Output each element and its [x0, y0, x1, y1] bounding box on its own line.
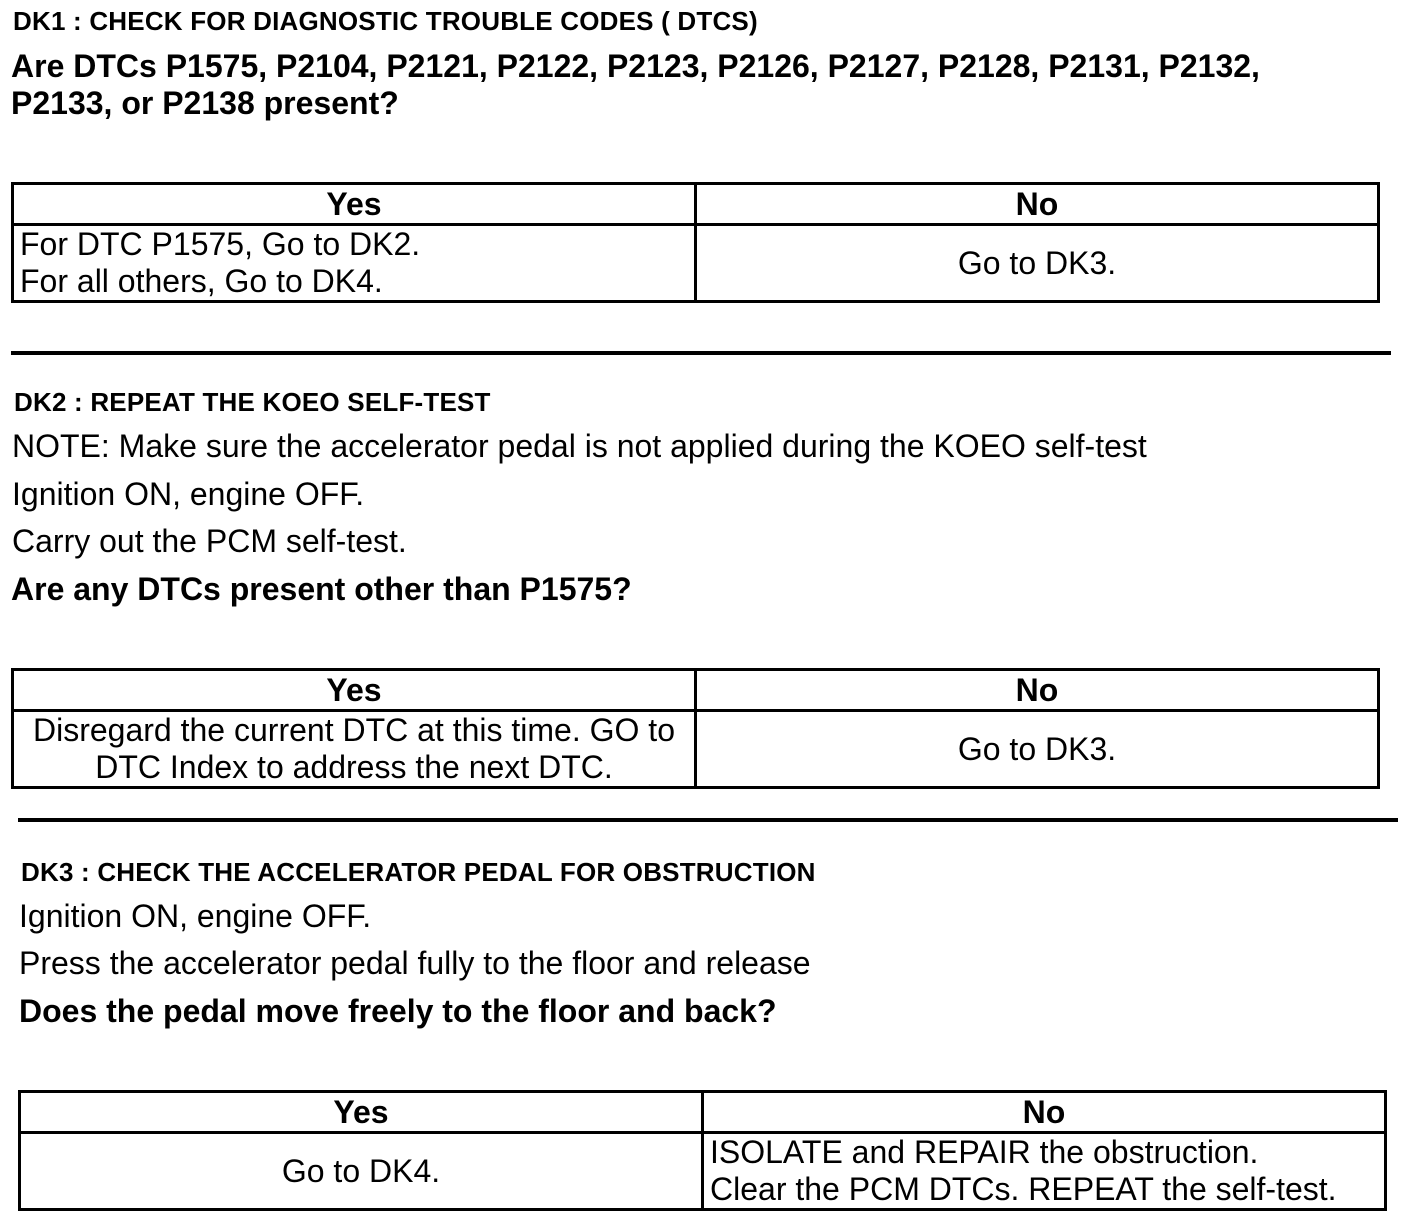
dk2-heading: DK2 : REPEAT THE KOEO SELF-TEST	[14, 387, 491, 417]
dk2-yes-line2: DTC Index to address the next DTC.	[95, 749, 613, 785]
dk2-note: NOTE: Make sure the accelerator pedal is not applied during the KOEO self-test	[12, 428, 1147, 464]
dk1-table	[11, 182, 1380, 303]
dk3-table	[18, 1090, 1387, 1211]
section-divider-2	[18, 818, 1398, 822]
dk2-step2: Carry out the PCM self-test.	[12, 523, 407, 559]
dk2-no-header: No	[696, 670, 1379, 711]
dk1-yes-cell	[13, 225, 696, 302]
dk3-yes-cell: Go to DK4.	[20, 1133, 703, 1210]
dk1-no-cell: Go to DK3.	[696, 225, 1379, 302]
dk3-no-line1: ISOLATE and REPAIR the obstruction.	[710, 1134, 1259, 1170]
dk3-yes-header: Yes	[20, 1092, 703, 1133]
dk1-question-line2: P2133, or P2138 present?	[11, 85, 399, 121]
dk1-question-line1: Are DTCs P1575, P2104, P2121, P2122, P2123, P2126, P2127, P2128, P2131, P2132,	[11, 48, 1260, 84]
dk3-step2: Press the accelerator pedal fully to the floor and release	[19, 945, 811, 981]
dk2-question: Are any DTCs present other than P1575?	[11, 571, 632, 607]
dk1-yes-line2: For all others, Go to DK4.	[20, 263, 383, 299]
dk3-no-cell	[703, 1133, 1386, 1210]
dk3-heading: DK3 : CHECK THE ACCELERATOR PEDAL FOR OBSTRUCTION	[21, 857, 816, 887]
dk1-no-header: No	[696, 184, 1379, 225]
dk2-no-cell: Go to DK3.	[696, 711, 1379, 788]
section-divider-1	[11, 351, 1391, 355]
dk2-yes-header: Yes	[13, 670, 696, 711]
dk1-heading: DK1 : CHECK FOR DIAGNOSTIC TROUBLE CODES ( DTCS)	[13, 6, 758, 36]
dk1-yes-line1: For DTC P1575, Go to DK2.	[20, 226, 421, 262]
dk1-yes-header: Yes	[13, 184, 696, 225]
dk2-yes-line1: Disregard the current DTC at this time. GO to	[33, 712, 675, 748]
dk3-no-header: No	[703, 1092, 1386, 1133]
dk3-question: Does the pedal move freely to the floor and back?	[19, 993, 777, 1029]
dk2-yes-cell	[13, 711, 696, 788]
dk3-step1: Ignition ON, engine OFF.	[19, 898, 372, 934]
dk2-table	[11, 668, 1380, 789]
dk2-step1: Ignition ON, engine OFF.	[12, 476, 365, 512]
dk3-no-line2: Clear the PCM DTCs. REPEAT the self-test.	[710, 1171, 1337, 1207]
